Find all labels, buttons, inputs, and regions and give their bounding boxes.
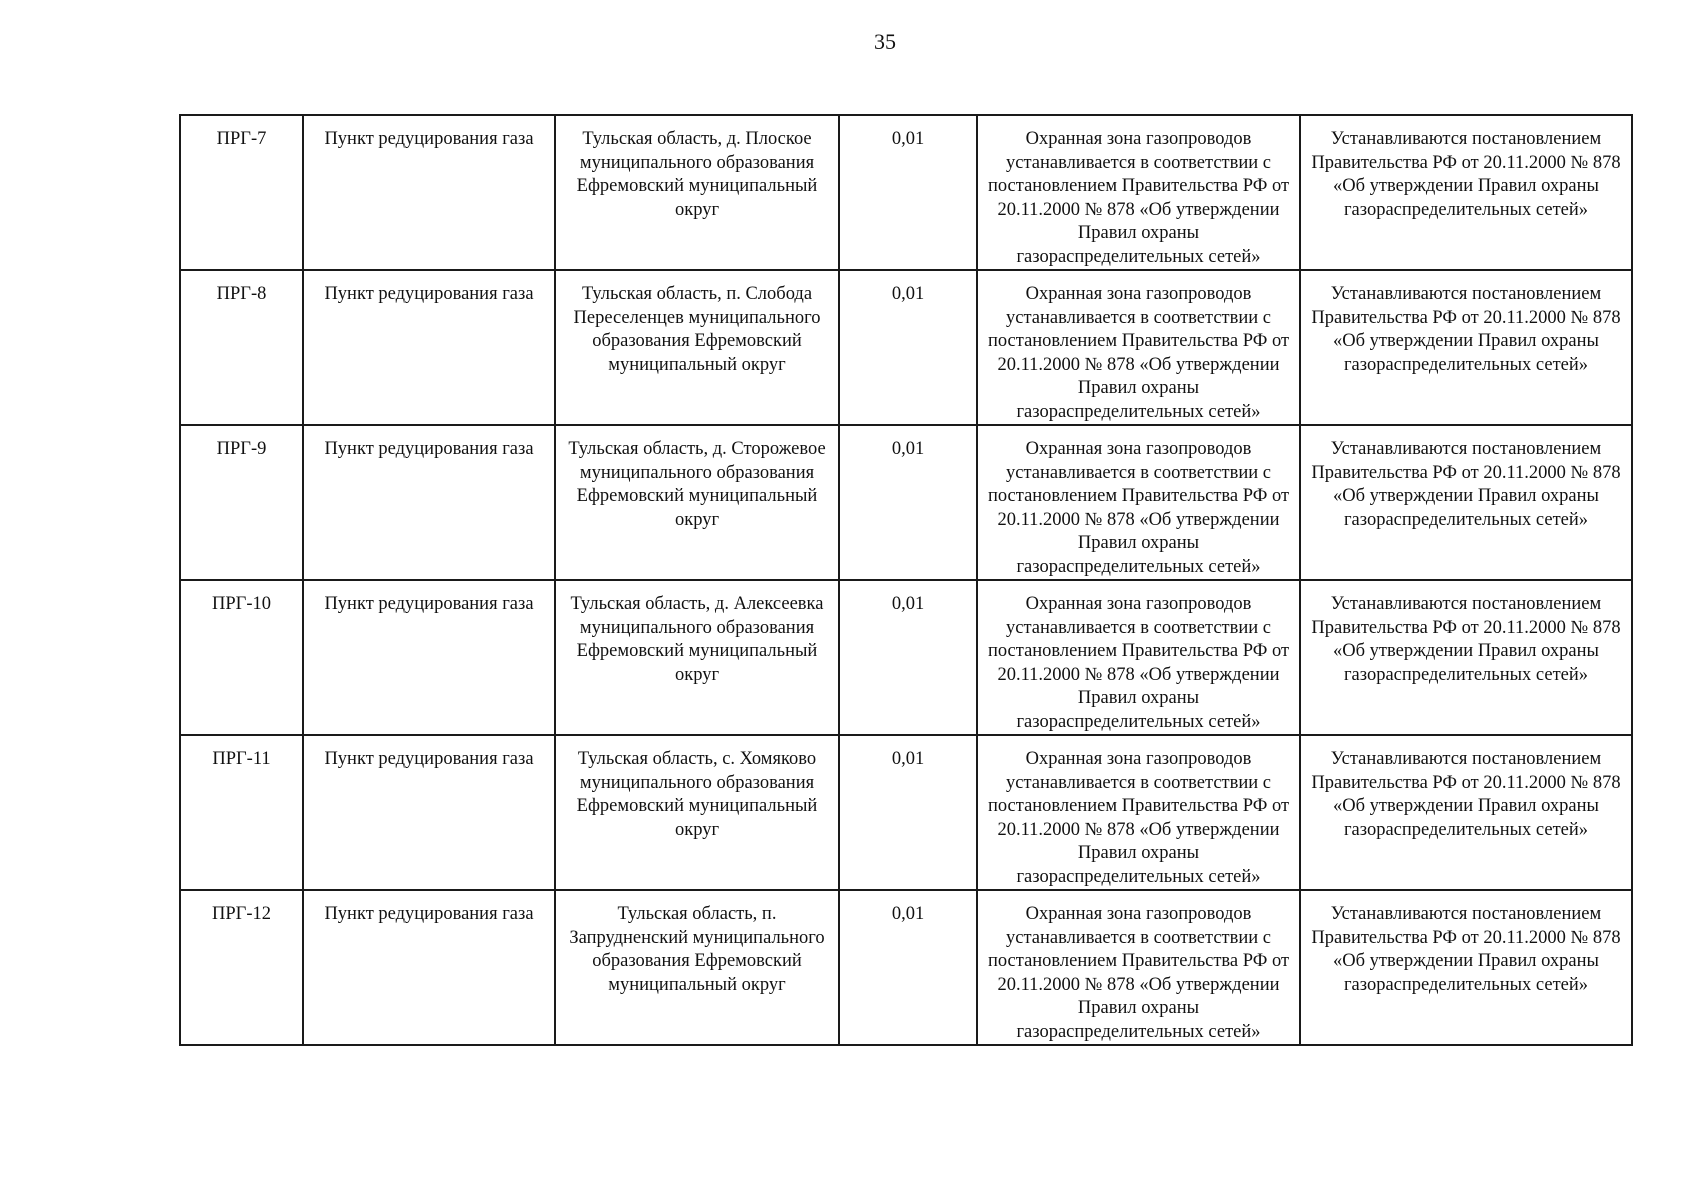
facility-name-cell: Пункт редуцирования газа — [303, 580, 555, 735]
facility-address-cell: Тульская область, п. Запрудненский муниципального образования Ефремовский муниципальный округ — [555, 890, 839, 1045]
table-row — [180, 270, 1632, 425]
facility-code-cell: ПРГ-12 — [180, 890, 303, 1045]
facility-area-cell: 0,01 — [839, 270, 977, 425]
restrictions-cell: Устанавливаются постановлением Правительства РФ от 20.11.2000 № 878 «Об утверждении Правил охраны газораспределительных сетей» — [1300, 580, 1632, 735]
page-number: 35 — [874, 29, 896, 54]
facility-area-cell: 0,01 — [839, 115, 977, 270]
facility-address-cell: Тульская область, д. Плоское муниципального образования Ефремовский муниципальный округ — [555, 115, 839, 270]
table-row — [180, 580, 1632, 735]
table-row — [180, 115, 1632, 270]
facility-code-cell: ПРГ-11 — [180, 735, 303, 890]
facility-name-cell: Пункт редуцирования газа — [303, 890, 555, 1045]
facility-address-cell: Тульская область, п. Слобода Переселенцев муниципального образования Ефремовский муниципальный округ — [555, 270, 839, 425]
protection-zone-cell: Охранная зона газопроводов устанавливается в соответствии с постановлением Правительства РФ от 20.11.2000 № 878 «Об утверждении Правил охраны газораспределительных сетей» — [977, 115, 1300, 270]
protection-zone-cell: Охранная зона газопроводов устанавливается в соответствии с постановлением Правительства РФ от 20.11.2000 № 878 «Об утверждении Правил охраны газораспределительных сетей» — [977, 580, 1300, 735]
restrictions-cell: Устанавливаются постановлением Правительства РФ от 20.11.2000 № 878 «Об утверждении Правил охраны газораспределительных сетей» — [1300, 115, 1632, 270]
protection-zone-cell: Охранная зона газопроводов устанавливается в соответствии с постановлением Правительства РФ от 20.11.2000 № 878 «Об утверждении Правил охраны газораспределительных сетей» — [977, 890, 1300, 1045]
protection-zone-cell: Охранная зона газопроводов устанавливается в соответствии с постановлением Правительства РФ от 20.11.2000 № 878 «Об утверждении Правил охраны газораспределительных сетей» — [977, 270, 1300, 425]
facility-name-cell: Пункт редуцирования газа — [303, 425, 555, 580]
facility-area-cell: 0,01 — [839, 735, 977, 890]
gas-facilities-table — [179, 114, 1633, 1046]
facility-code-cell: ПРГ-8 — [180, 270, 303, 425]
table-row — [180, 735, 1632, 890]
facility-name-cell: Пункт редуцирования газа — [303, 735, 555, 890]
restrictions-cell: Устанавливаются постановлением Правительства РФ от 20.11.2000 № 878 «Об утверждении Правил охраны газораспределительных сетей» — [1300, 425, 1632, 580]
facility-code-cell: ПРГ-9 — [180, 425, 303, 580]
facility-name-cell: Пункт редуцирования газа — [303, 270, 555, 425]
facility-address-cell: Тульская область, д. Алексеевка муниципального образования Ефремовский муниципальный округ — [555, 580, 839, 735]
restrictions-cell: Устанавливаются постановлением Правительства РФ от 20.11.2000 № 878 «Об утверждении Правил охраны газораспределительных сетей» — [1300, 890, 1632, 1045]
restrictions-cell: Устанавливаются постановлением Правительства РФ от 20.11.2000 № 878 «Об утверждении Правил охраны газораспределительных сетей» — [1300, 270, 1632, 425]
facility-area-cell: 0,01 — [839, 890, 977, 1045]
table-row — [180, 890, 1632, 1045]
facility-code-cell: ПРГ-7 — [180, 115, 303, 270]
restrictions-cell: Устанавливаются постановлением Правительства РФ от 20.11.2000 № 878 «Об утверждении Правил охраны газораспределительных сетей» — [1300, 735, 1632, 890]
protection-zone-cell: Охранная зона газопроводов устанавливается в соответствии с постановлением Правительства РФ от 20.11.2000 № 878 «Об утверждении Правил охраны газораспределительных сетей» — [977, 735, 1300, 890]
facility-area-cell: 0,01 — [839, 425, 977, 580]
facility-name-cell: Пункт редуцирования газа — [303, 115, 555, 270]
facility-address-cell: Тульская область, с. Хомяково муниципального образования Ефремовский муниципальный округ — [555, 735, 839, 890]
table-row — [180, 425, 1632, 580]
protection-zone-cell: Охранная зона газопроводов устанавливается в соответствии с постановлением Правительства РФ от 20.11.2000 № 878 «Об утверждении Правил охраны газораспределительных сетей» — [977, 425, 1300, 580]
facility-address-cell: Тульская область, д. Сторожевое муниципального образования Ефремовский муниципальный округ — [555, 425, 839, 580]
facility-code-cell: ПРГ-10 — [180, 580, 303, 735]
facility-area-cell: 0,01 — [839, 580, 977, 735]
